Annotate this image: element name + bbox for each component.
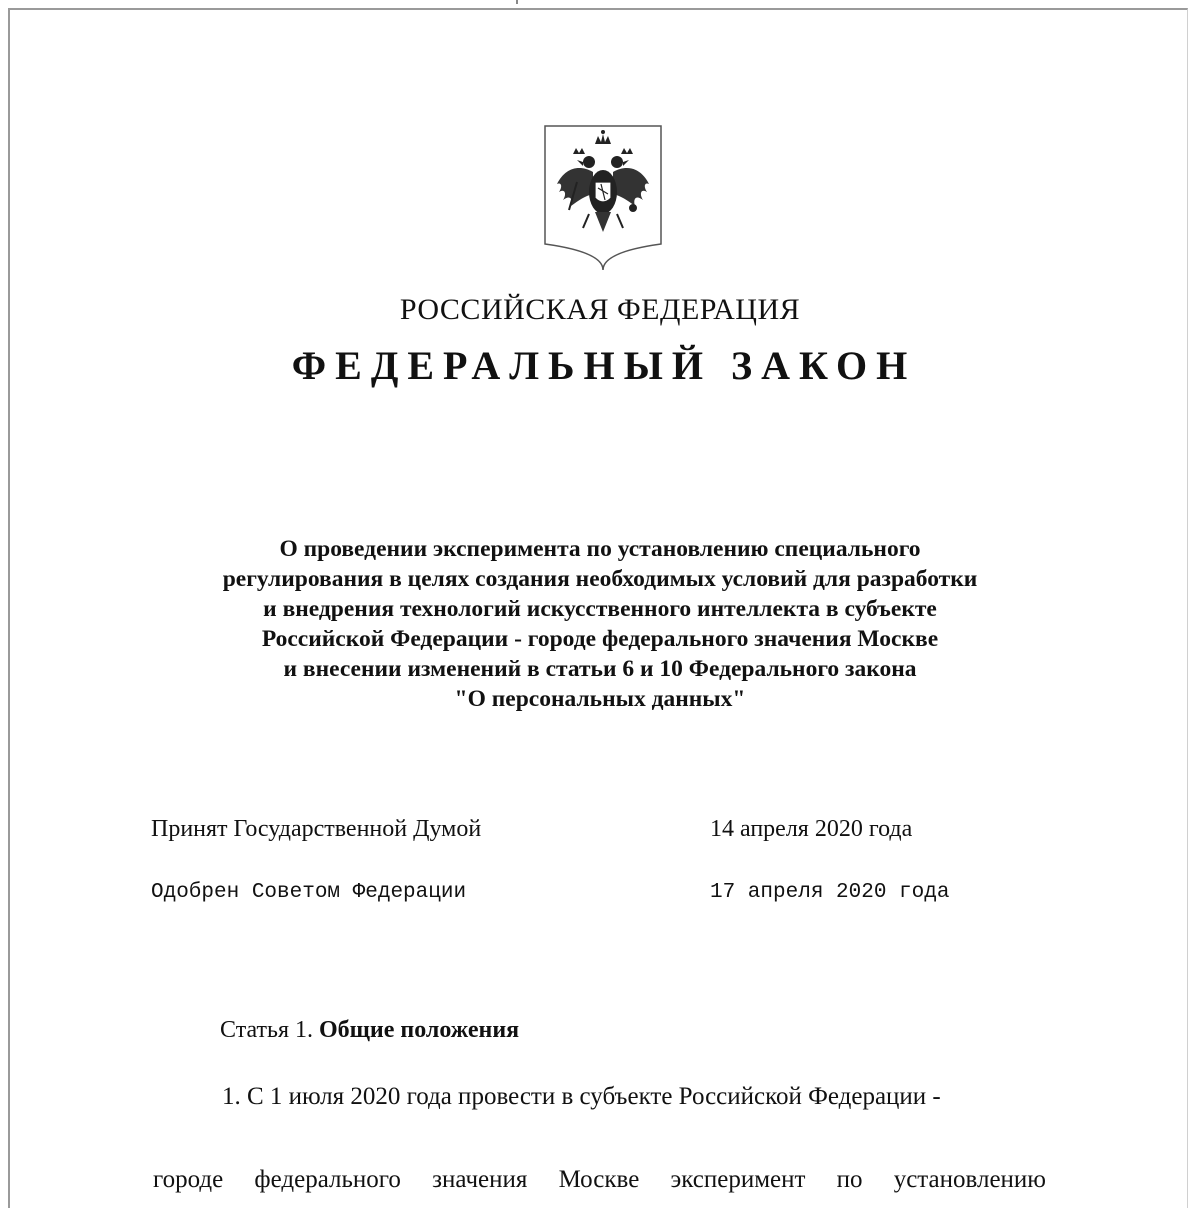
article-text-line: городе федерального значения Москве эксперимент по установлению (153, 1166, 1046, 1193)
law-title (0, 534, 1200, 714)
page-edge-marker (516, 0, 518, 4)
approved-by-council-label: Одобрен Советом Федерации (151, 881, 467, 904)
law-type-heading: ФЕДЕРАЛЬНЫЙ ЗАКОН (291, 343, 917, 388)
article-title: Общие положения (318, 1017, 520, 1043)
law-title-line: и внедрения технологий искусственного интеллекта в субъекте (263, 596, 937, 622)
law-title-line: "О персональных данных" (454, 686, 746, 712)
article-number: Статья 1. (220, 1017, 319, 1043)
adopted-by-duma-date: 14 апреля 2020 года (710, 816, 913, 842)
country-name: РОССИЙСКАЯ ФЕДЕРАЦИЯ (399, 293, 801, 326)
russian-coat-of-arms-icon (543, 124, 663, 272)
law-title-line: регулирования в целях создания необходимых условий для разработки (222, 566, 978, 592)
article-1-heading (220, 1017, 519, 1044)
adopted-by-duma-label: Принят Государственной Думой (151, 816, 482, 842)
law-title-line: и внесении изменений в статьи 6 и 10 Федерального закона (283, 656, 917, 682)
approved-by-council-date: 17 апреля 2020 года (710, 881, 950, 904)
law-title-line: Российской Федерации - городе федерального значения Москве (261, 626, 939, 652)
article-text-line: 1. С 1 июля 2020 года провести в субъекте Российской Федерации - (222, 1083, 941, 1110)
law-title-line: О проведении эксперимента по установлению специального (279, 536, 921, 562)
